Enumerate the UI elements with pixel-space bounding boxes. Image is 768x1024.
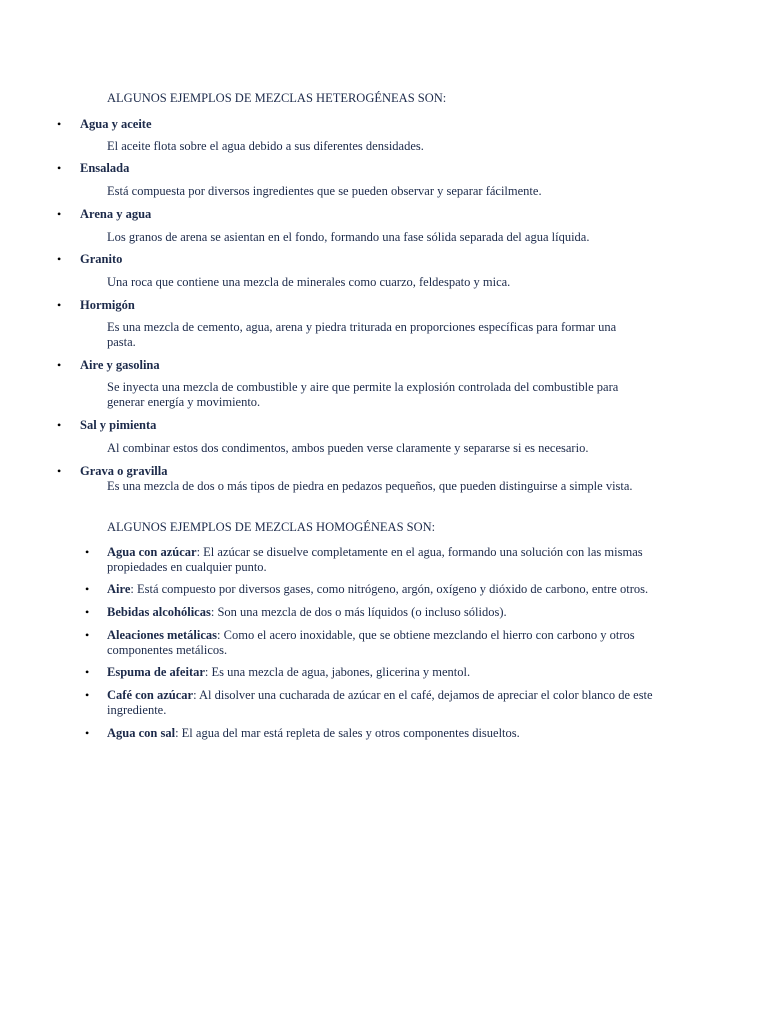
list-item-description: Una roca que contiene una mezcla de minerales como cuarzo, feldespato y mica. (107, 275, 511, 289)
bullet-icon: • (57, 161, 62, 175)
list-item-term: Ensalada (80, 161, 130, 175)
list-item-term: Grava o gravilla (80, 464, 168, 478)
bullet-icon: • (57, 464, 62, 478)
list-item-description: : Al disolver una cucharada de azúcar en el café, dejamos de apreciar el color blanco de este ingrediente. (107, 688, 653, 717)
list-item (107, 665, 667, 680)
bullet-icon: • (57, 252, 62, 266)
list-item (107, 545, 667, 575)
homogeneous-heading: ALGUNOS EJEMPLOS DE MEZCLAS HOMOGÉNEAS SON: (107, 520, 436, 534)
list-item (107, 628, 667, 658)
list-item (107, 605, 667, 620)
list-item (107, 688, 667, 718)
bullet-icon: • (85, 605, 90, 619)
list-item-description: Al combinar estos dos condimentos, ambos pueden verse claramente y separarse si es necesario. (107, 441, 589, 455)
list-item (107, 726, 667, 741)
list-item-description: Está compuesta por diversos ingredientes que se pueden observar y separar fácilmente. (107, 184, 542, 198)
bullet-icon: • (85, 726, 90, 740)
bullet-icon: • (85, 545, 90, 559)
list-item-term: Bebidas alcohólicas (107, 605, 211, 619)
bullet-icon: • (85, 582, 90, 596)
bullet-icon: • (57, 207, 62, 221)
list-item-description: Es una mezcla de cemento, agua, arena y piedra triturada en proporciones específicas para formar una pasta. (107, 320, 617, 349)
bullet-icon: • (85, 665, 90, 679)
list-item-description: Es una mezcla de dos o más tipos de piedra en pedazos pequeños, que pueden distinguirse a simple vista. (107, 479, 633, 493)
list-item-description: : Como el acero inoxidable, que se obtiene mezclando el hierro con carbono y otros componentes metálicos. (107, 628, 635, 657)
list-item-term: Aleaciones metálicas (107, 628, 218, 642)
bullet-icon: • (85, 628, 90, 642)
list-item-term: Café con azúcar (107, 688, 194, 702)
list-item-description: : Es una mezcla de agua, jabones, glicerina y mentol. (204, 665, 471, 679)
list-item-term: Hormigón (80, 298, 135, 312)
list-item-term: Sal y pimienta (80, 418, 157, 432)
heterogeneous-heading: ALGUNOS EJEMPLOS DE MEZCLAS HETEROGÉNEAS SON: (107, 91, 447, 105)
bullet-icon: • (57, 418, 62, 432)
list-item-description: Se inyecta una mezcla de combustible y aire que permite la explosión controlada del combustible para generar energía y movimiento. (107, 380, 619, 409)
list-item-description: : El agua del mar está repleta de sales y otros componentes disueltos. (175, 726, 520, 740)
list-item-description: : Son una mezcla de dos o más líquidos (o incluso sólidos). (210, 605, 507, 619)
bullet-icon: • (57, 117, 62, 131)
bullet-icon: • (57, 358, 62, 372)
list-item-term: Agua y aceite (80, 117, 152, 131)
list-item-description: Los granos de arena se asientan en el fondo, formando una fase sólida separada del agua líquida. (107, 230, 590, 244)
list-item-term: Aire y gasolina (80, 358, 160, 372)
list-item-term: Espuma de afeitar (107, 665, 205, 679)
list-item-term: Arena y agua (80, 207, 152, 221)
list-item-term: Agua con azúcar (107, 545, 197, 559)
list-item-term: Aire (107, 582, 131, 596)
list-item (107, 582, 667, 597)
list-item-description: : Está compuesto por diversos gases, como nitrógeno, argón, oxígeno y dióxido de carbono, entre otros. (130, 582, 649, 596)
list-item-term: Agua con sal (107, 726, 176, 740)
list-item-description: : El azúcar se disuelve completamente en el agua, formando una solución con las mismas propiedades en cualquier punto. (107, 545, 643, 574)
bullet-icon: • (85, 688, 90, 702)
list-item-term: Granito (80, 252, 123, 266)
list-item-description: El aceite flota sobre el agua debido a sus diferentes densidades. (107, 139, 424, 153)
bullet-icon: • (57, 298, 62, 312)
